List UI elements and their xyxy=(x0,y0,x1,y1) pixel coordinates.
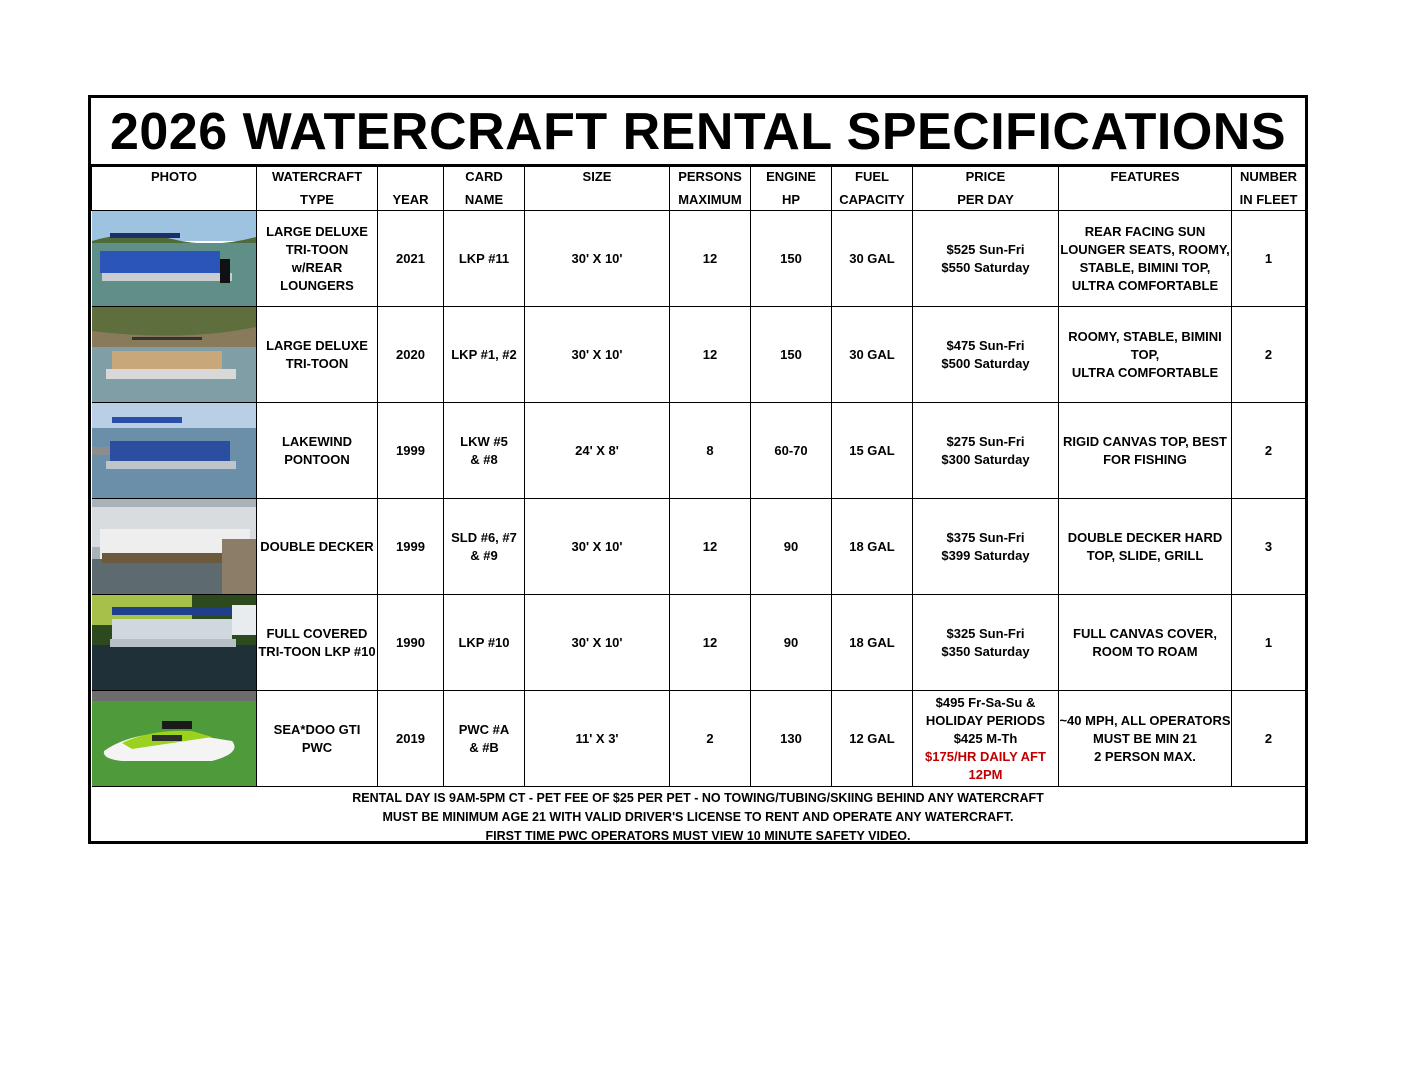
full-covered-tri-toon-photo xyxy=(92,595,256,690)
engine-hp-cell: 90 xyxy=(751,595,832,691)
col-engine: ENGINE HP xyxy=(751,167,832,211)
fuel-capacity-cell: 18 GAL xyxy=(832,595,913,691)
card-name-cell: LKW #5 & #8 xyxy=(444,403,525,499)
price-cell: $495 Fr-Sa-Su & HOLIDAY PERIODS $425 M-Th $175/HR DAILY AFT 12PM xyxy=(913,691,1059,787)
card-name-cell: LKP #11 xyxy=(444,211,525,307)
col-persons: PERSONS MAXIMUM xyxy=(670,167,751,211)
type-cell: DOUBLE DECKER xyxy=(257,499,378,595)
features-cell: FULL CANVAS COVER, ROOM TO ROAM xyxy=(1059,595,1232,691)
size-cell: 11' X 3' xyxy=(525,691,670,787)
price-cell: $525 Sun-Fri $550 Saturday xyxy=(913,211,1059,307)
year-cell: 1990 xyxy=(378,595,444,691)
size-cell: 30' X 10' xyxy=(525,499,670,595)
terms-line: FIRST TIME PWC OPERATORS MUST VIEW 10 MINUTE SAFETY VIDEO. xyxy=(485,829,911,843)
card-name-cell: PWC #A & #B xyxy=(444,691,525,787)
header-row xyxy=(92,167,1306,211)
type-cell: LARGE DELUXE TRI-TOON xyxy=(257,307,378,403)
fleet-count-cell: 2 xyxy=(1232,691,1306,787)
size-cell: 30' X 10' xyxy=(525,595,670,691)
type-cell: LAKEWIND PONTOON xyxy=(257,403,378,499)
spec-table xyxy=(91,166,1306,787)
rental-terms xyxy=(91,787,1305,846)
col-features: FEATURES xyxy=(1059,167,1232,211)
fleet-count-cell: 2 xyxy=(1232,307,1306,403)
persons-cell: 12 xyxy=(670,307,751,403)
price-cell: $475 Sun-Fri $500 Saturday xyxy=(913,307,1059,403)
table-row xyxy=(92,499,1306,595)
engine-hp-cell: 90 xyxy=(751,499,832,595)
year-cell: 1999 xyxy=(378,499,444,595)
table-row xyxy=(92,595,1306,691)
col-year: YEAR xyxy=(378,167,444,211)
col-price: PRICE PER DAY xyxy=(913,167,1059,211)
features-cell: DOUBLE DECKER HARD TOP, SLIDE, GRILL xyxy=(1059,499,1232,595)
size-cell: 30' X 10' xyxy=(525,211,670,307)
year-cell: 2019 xyxy=(378,691,444,787)
photo-cell xyxy=(92,691,257,787)
table-row xyxy=(92,403,1306,499)
engine-hp-cell: 150 xyxy=(751,211,832,307)
size-cell: 24' X 8' xyxy=(525,403,670,499)
photo-cell xyxy=(92,595,257,691)
persons-cell: 12 xyxy=(670,595,751,691)
engine-hp-cell: 60-70 xyxy=(751,403,832,499)
table-row xyxy=(92,307,1306,403)
features-cell: ~40 MPH, ALL OPERATORS MUST BE MIN 21 2 PERSON MAX. xyxy=(1059,691,1232,787)
card-name-cell: LKP #1, #2 xyxy=(444,307,525,403)
table-row xyxy=(92,211,1306,307)
fuel-capacity-cell: 30 GAL xyxy=(832,211,913,307)
year-cell: 2020 xyxy=(378,307,444,403)
rental-spec-sheet xyxy=(88,95,1308,844)
terms-line: MUST BE MINIMUM AGE 21 WITH VALID DRIVER'S LICENSE TO RENT AND OPERATE ANY WATERCRAFT. xyxy=(382,810,1014,824)
col-fuel: FUEL CAPACITY xyxy=(832,167,913,211)
col-fleet: NUMBER IN FLEET xyxy=(1232,167,1306,211)
col-type: WATERCRAFT TYPE xyxy=(257,167,378,211)
fleet-count-cell: 1 xyxy=(1232,211,1306,307)
fleet-count-cell: 1 xyxy=(1232,595,1306,691)
price-cell: $325 Sun-Fri $350 Saturday xyxy=(913,595,1059,691)
table-row xyxy=(92,691,1306,787)
card-name-cell: SLD #6, #7 & #9 xyxy=(444,499,525,595)
price-cell: $275 Sun-Fri $300 Saturday xyxy=(913,403,1059,499)
fuel-capacity-cell: 18 GAL xyxy=(832,499,913,595)
persons-cell: 8 xyxy=(670,403,751,499)
features-cell: RIGID CANVAS TOP, BEST FOR FISHING xyxy=(1059,403,1232,499)
col-size: SIZE xyxy=(525,167,670,211)
price-cell: $375 Sun-Fri $399 Saturday xyxy=(913,499,1059,595)
fuel-capacity-cell: 12 GAL xyxy=(832,691,913,787)
photo-cell xyxy=(92,307,257,403)
engine-hp-cell: 150 xyxy=(751,307,832,403)
type-cell: FULL COVERED TRI-TOON LKP #10 xyxy=(257,595,378,691)
terms-line: RENTAL DAY IS 9AM-5PM CT - PET FEE OF $25 PER PET - NO TOWING/TUBING/SKIING BEHIND ANY WATERCRAFT xyxy=(352,791,1044,805)
year-cell: 1999 xyxy=(378,403,444,499)
col-photo: PHOTO xyxy=(92,167,257,211)
page-title: 2026 WATERCRAFT RENTAL SPECIFICATIONS xyxy=(91,98,1305,166)
fuel-capacity-cell: 30 GAL xyxy=(832,307,913,403)
type-cell: LARGE DELUXE TRI-TOON w/REAR LOUNGERS xyxy=(257,211,378,307)
double-decker-photo xyxy=(92,499,256,594)
col-card: CARD NAME xyxy=(444,167,525,211)
engine-hp-cell: 130 xyxy=(751,691,832,787)
size-cell: 30' X 10' xyxy=(525,307,670,403)
tri-toon-loungers-photo xyxy=(92,211,256,306)
photo-cell xyxy=(92,211,257,307)
card-name-cell: LKP #10 xyxy=(444,595,525,691)
tri-toon-photo xyxy=(92,307,256,402)
year-cell: 2021 xyxy=(378,211,444,307)
fleet-count-cell: 2 xyxy=(1232,403,1306,499)
fuel-capacity-cell: 15 GAL xyxy=(832,403,913,499)
features-cell: ROOMY, STABLE, BIMINI TOP, ULTRA COMFORTABLE xyxy=(1059,307,1232,403)
type-cell: SEA*DOO GTI PWC xyxy=(257,691,378,787)
persons-cell: 12 xyxy=(670,499,751,595)
features-cell: REAR FACING SUN LOUNGER SEATS, ROOMY, STABLE, BIMINI TOP, ULTRA COMFORTABLE xyxy=(1059,211,1232,307)
persons-cell: 12 xyxy=(670,211,751,307)
lakewind-pontoon-photo xyxy=(92,403,256,498)
photo-cell xyxy=(92,403,257,499)
photo-cell xyxy=(92,499,257,595)
fleet-count-cell: 3 xyxy=(1232,499,1306,595)
sea-doo-pwc-photo xyxy=(92,691,256,786)
persons-cell: 2 xyxy=(670,691,751,787)
